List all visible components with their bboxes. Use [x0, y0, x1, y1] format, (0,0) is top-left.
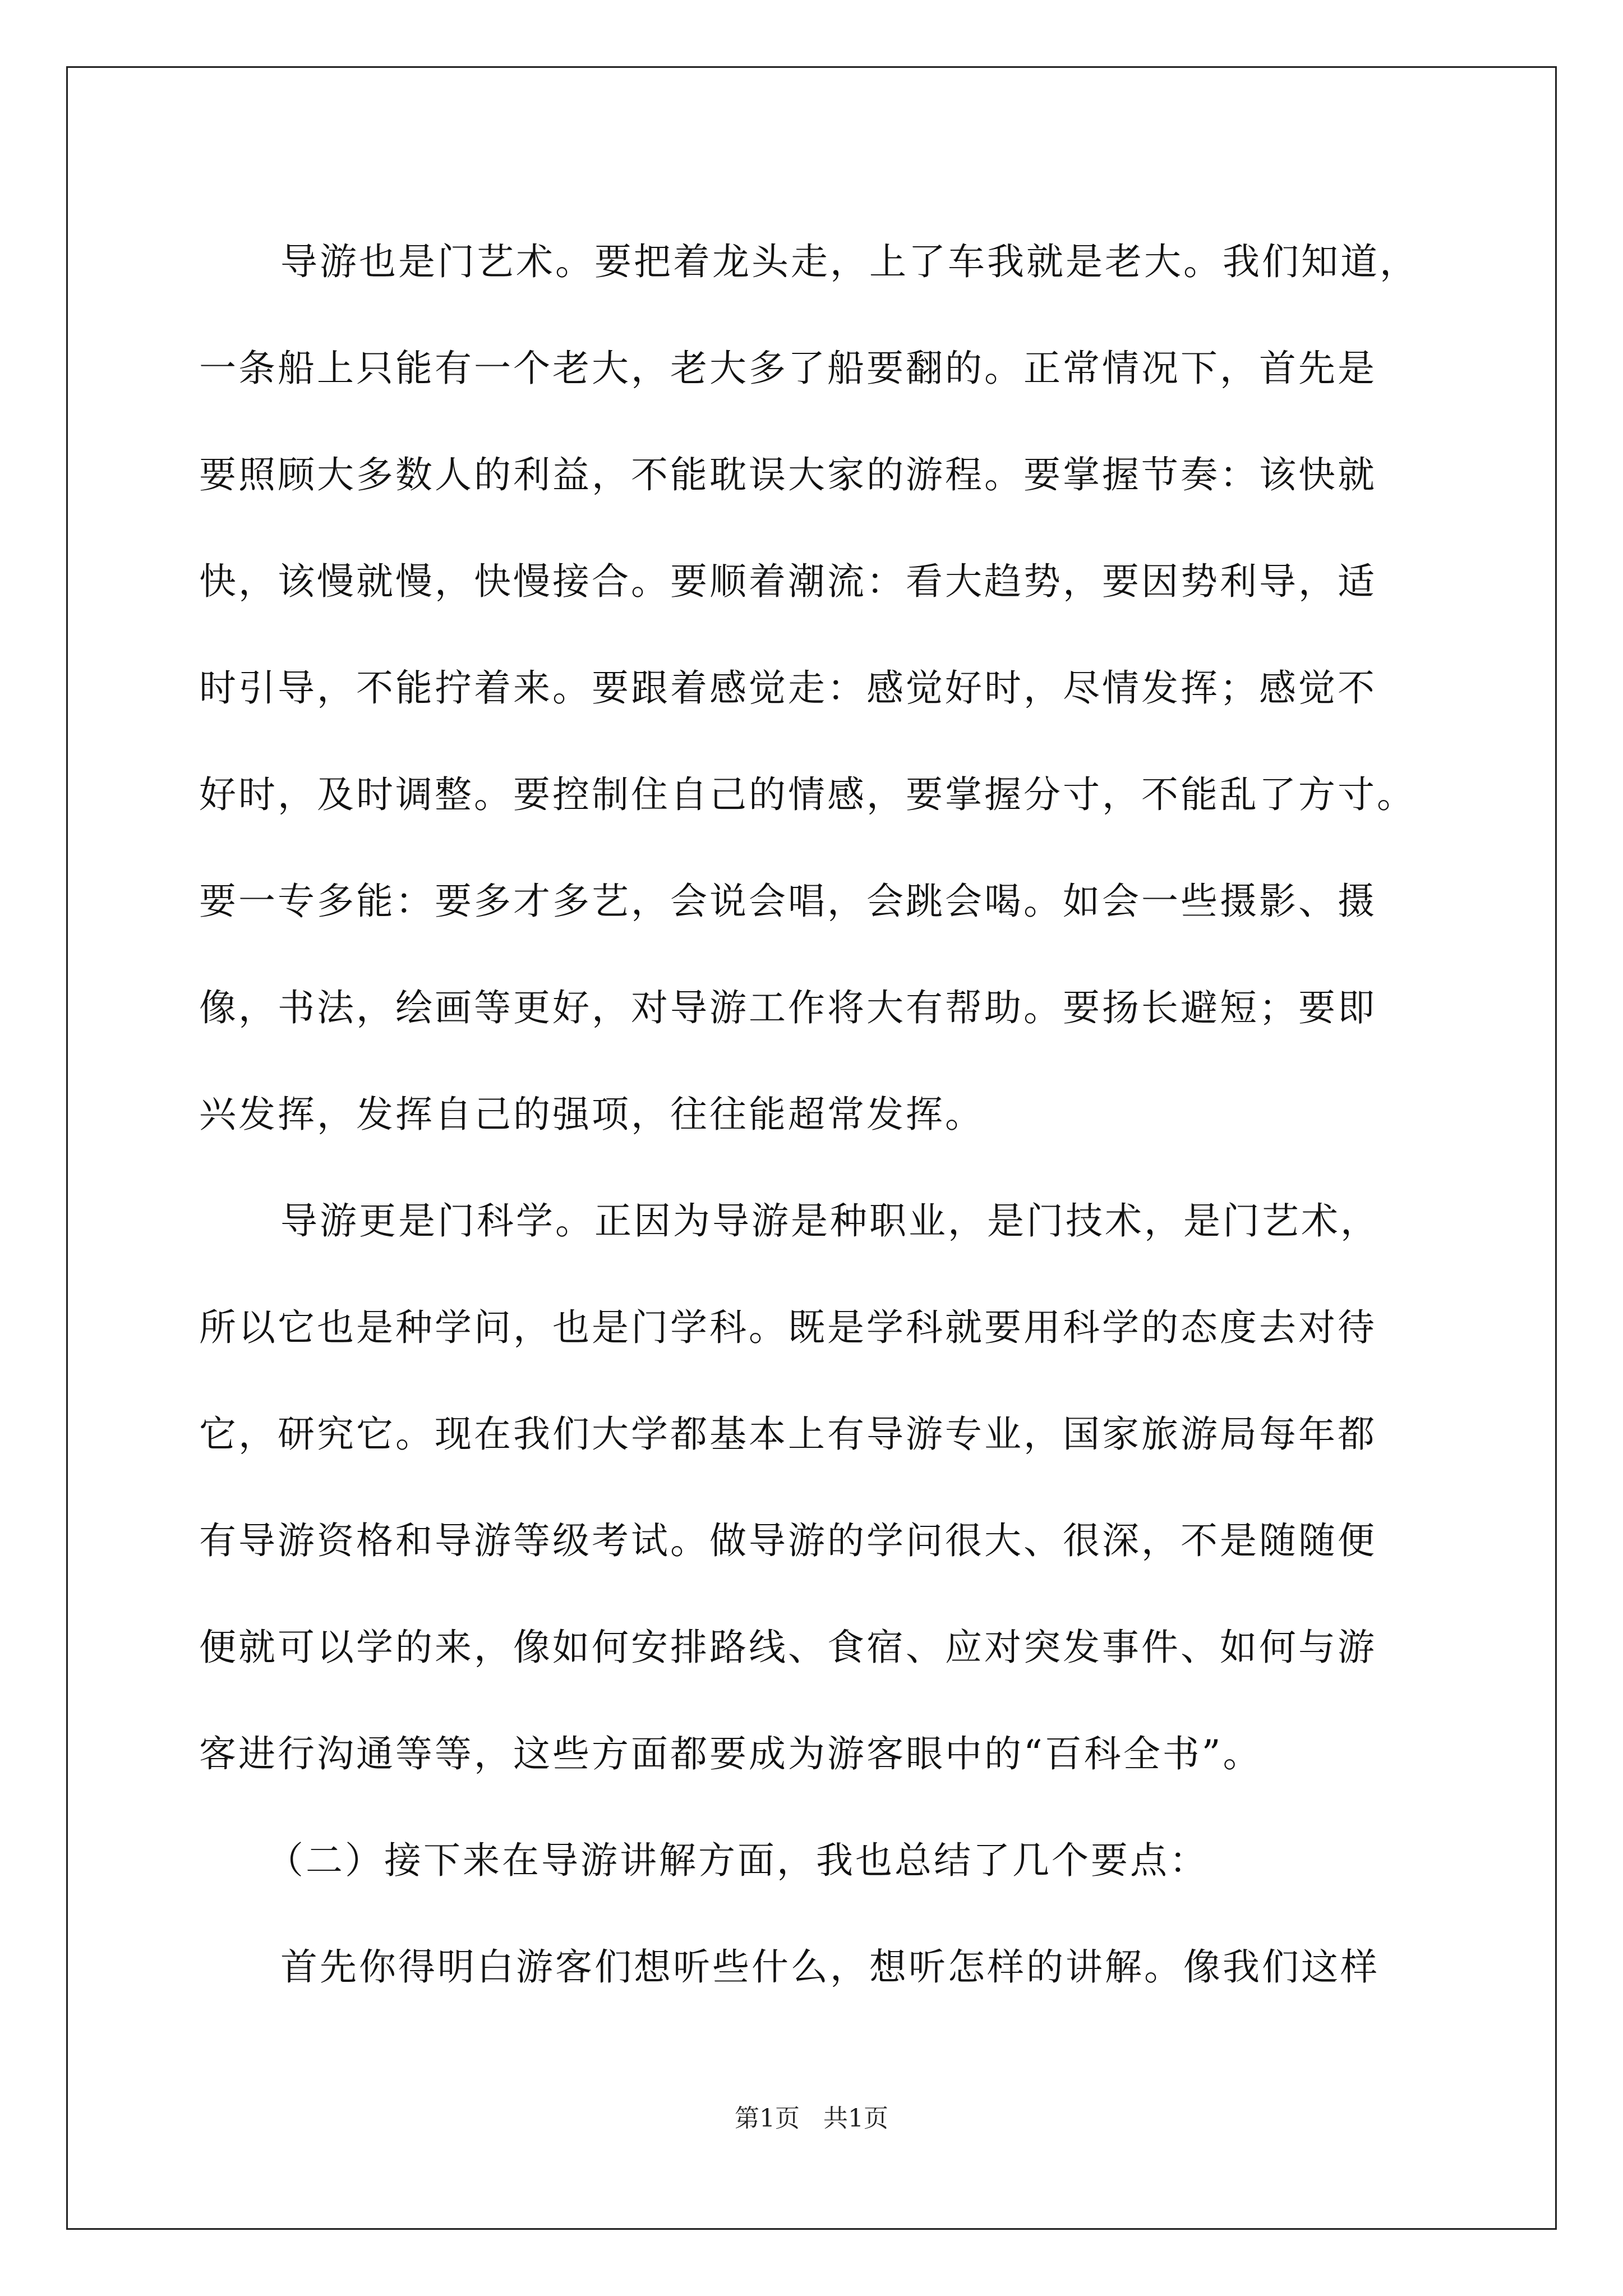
text-line: 所以它也是种学问，也是门学科。既是学科就要用科学的态度去对待 [199, 1306, 1377, 1349]
text-line: 快，该慢就慢，快慢接合。要顺着潮流：看大趋势，要因势利导，适 [199, 560, 1377, 603]
text-line: 时引导，不能拧着来。要跟着感觉走：感觉好时，尽情发挥；感觉不 [199, 666, 1377, 710]
text-line: 导游更是门科学。正因为导游是种职业，是门技术，是门艺术， [280, 1199, 1380, 1243]
text-line: 它，研究它。现在我们大学都基本上有导游专业，国家旅游局每年都 [199, 1412, 1377, 1456]
page-footer [0, 2098, 1623, 2134]
page-number: 第1页 共1页 [735, 2104, 888, 2133]
text-line: 导游也是门艺术。要把着龙头走，上了车我就是老大。我们知道， [280, 240, 1419, 283]
text-line: 兴发挥，发挥自己的强项，往往能超常发挥。 [199, 1093, 984, 1136]
text-line: 便就可以学的来，像如何安排路线、食宿、应对突发事件、如何与游 [199, 1626, 1377, 1669]
paragraph-2 [199, 1168, 1424, 1807]
text-line: 好时，及时调整。要控制住自己的情感，要掌握分寸，不能乱了方寸。 [199, 773, 1416, 816]
text-line: 要照顾大多数人的利益，不能耽误大家的游程。要掌握节奏：该快就 [199, 453, 1377, 496]
paragraph-3 [199, 1914, 1424, 2021]
section-heading [199, 1807, 1424, 1914]
document-body [199, 209, 1424, 2021]
text-line: 首先你得明白游客们想听些什么，想听怎样的讲解。像我们这样 [280, 1945, 1380, 1989]
text-line: 客进行沟通等等，这些方面都要成为游客眼中的“百科全书”。 [199, 1732, 1262, 1775]
heading-line: （二）接下来在导游讲解方面，我也总结了几个要点： [266, 1839, 1209, 1882]
text-line: 有导游资格和导游等级考试。做导游的学问很大、很深，不是随随便 [199, 1519, 1377, 1562]
text-line: 要一专多能：要多才多艺，会说会唱，会跳会喝。如会一些摄影、摄 [199, 880, 1377, 923]
text-line: 像，书法，绘画等更好，对导游工作将大有帮助。要扬长避短；要即 [199, 986, 1377, 1029]
text-line: 一条船上只能有一个老大，老大多了船要翻的。正常情况下，首先是 [199, 347, 1377, 390]
paragraph-1 [199, 209, 1424, 1168]
